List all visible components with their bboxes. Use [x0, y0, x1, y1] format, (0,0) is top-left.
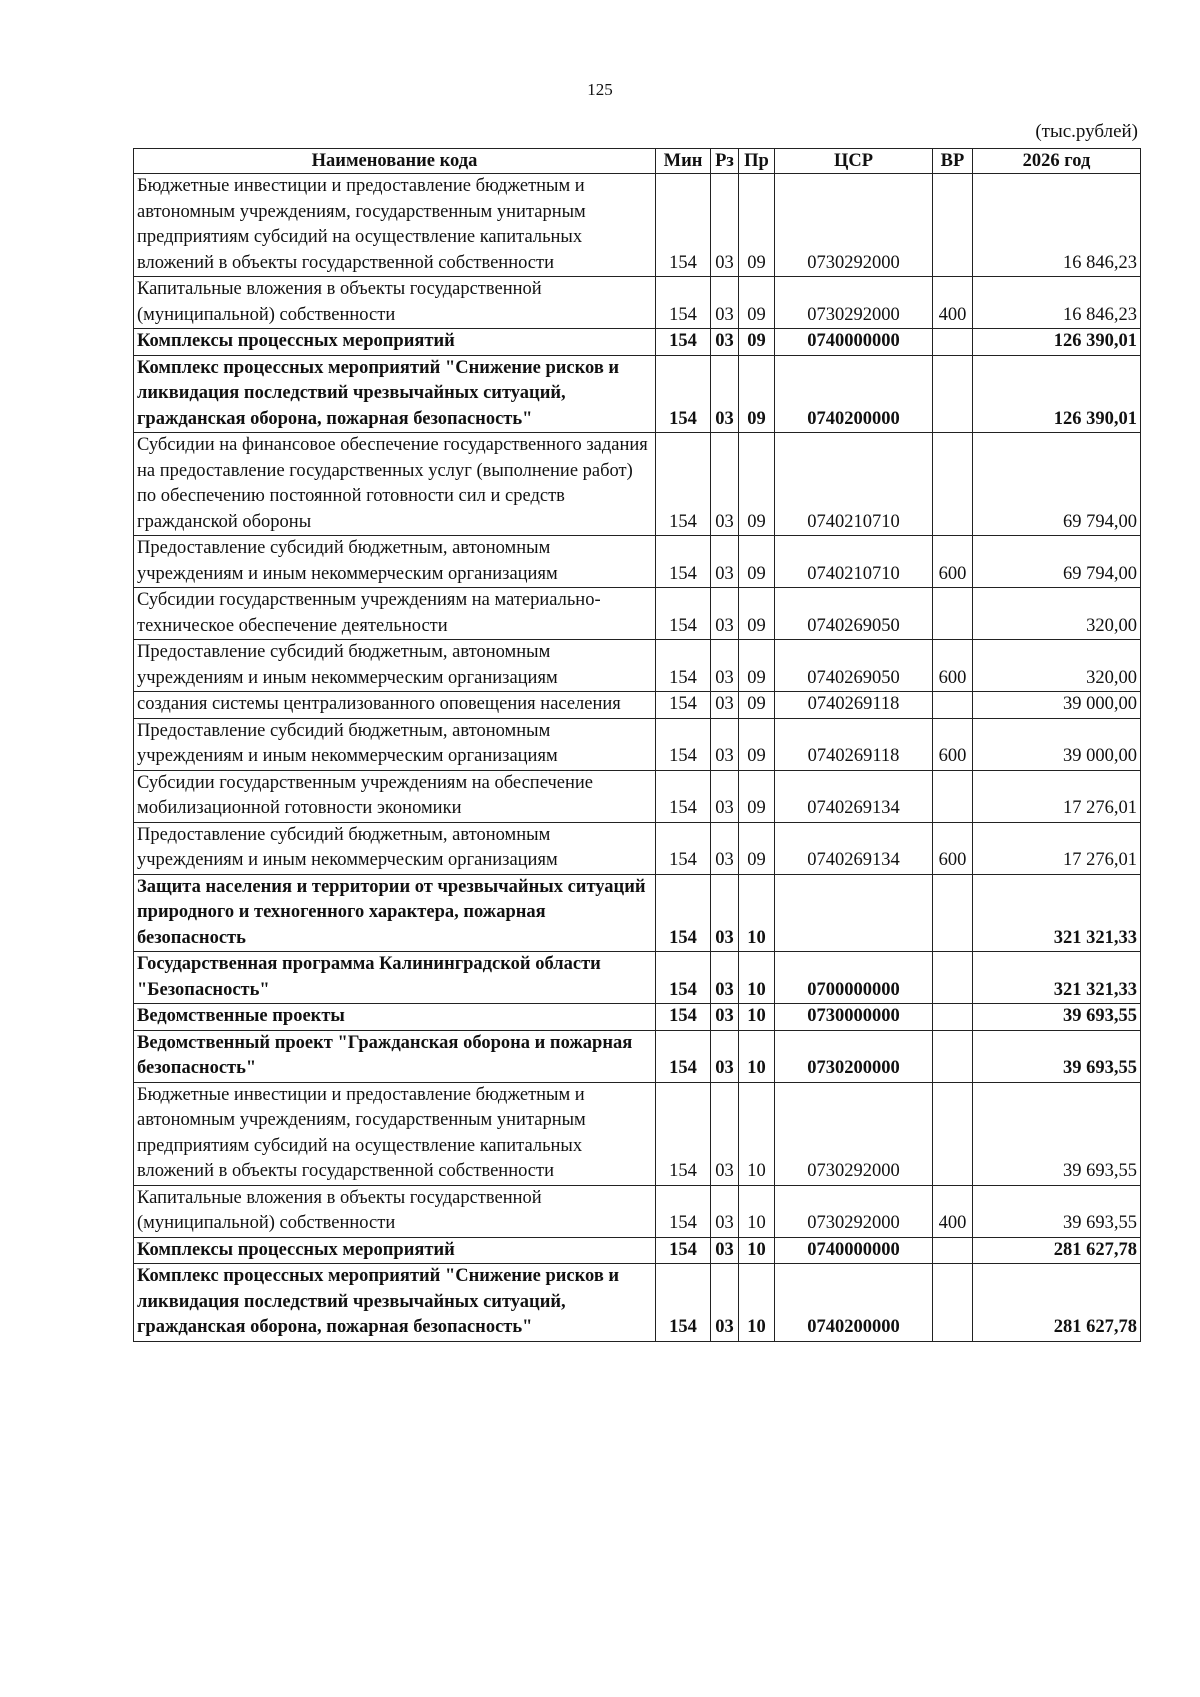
cell-vr: [933, 1264, 973, 1342]
cell-rz: 03: [711, 329, 739, 356]
cell-name: Ведомственные проекты: [134, 1004, 656, 1031]
cell-csr: [775, 874, 933, 952]
cell-amount: 281 627,78: [973, 1237, 1141, 1264]
cell-rz: 03: [711, 174, 739, 277]
cell-csr: 0740000000: [775, 329, 933, 356]
cell-min: 154: [656, 1264, 711, 1342]
cell-vr: [933, 874, 973, 952]
cell-amount: 39 693,55: [973, 1185, 1141, 1237]
cell-csr: 0730200000: [775, 1030, 933, 1082]
cell-csr: 0740269118: [775, 692, 933, 719]
cell-name: Комплексы процессных мероприятий: [134, 1237, 656, 1264]
table-row: [134, 1004, 1141, 1031]
table-row: [134, 1185, 1141, 1237]
cell-amount: 16 846,23: [973, 277, 1141, 329]
cell-pr: 09: [739, 588, 775, 640]
table-row: [134, 1237, 1141, 1264]
cell-name: Предоставление субсидий бюджетным, автономным учреждениям и иным некоммерческим организациям: [134, 718, 656, 770]
table-row: [134, 1030, 1141, 1082]
cell-name: Ведомственный проект "Гражданская оборона и пожарная безопасность": [134, 1030, 656, 1082]
cell-min: 154: [656, 874, 711, 952]
cell-amount: 39 693,55: [973, 1030, 1141, 1082]
cell-min: 154: [656, 1237, 711, 1264]
cell-csr: 0700000000: [775, 952, 933, 1004]
cell-vr: [933, 692, 973, 719]
cell-pr: 09: [739, 692, 775, 719]
cell-min: 154: [656, 1004, 711, 1031]
table-row: [134, 640, 1141, 692]
cell-pr: 09: [739, 536, 775, 588]
cell-vr: [933, 1030, 973, 1082]
cell-pr: 10: [739, 1082, 775, 1185]
cell-rz: 03: [711, 277, 739, 329]
cell-pr: 10: [739, 1185, 775, 1237]
cell-rz: 03: [711, 822, 739, 874]
cell-amount: 39 000,00: [973, 718, 1141, 770]
cell-amount: 16 846,23: [973, 174, 1141, 277]
cell-amount: 39 693,55: [973, 1082, 1141, 1185]
cell-min: 154: [656, 433, 711, 536]
cell-amount: 17 276,01: [973, 770, 1141, 822]
cell-vr: [933, 174, 973, 277]
table-row: [134, 874, 1141, 952]
cell-pr: 09: [739, 329, 775, 356]
cell-pr: 09: [739, 277, 775, 329]
cell-min: 154: [656, 1082, 711, 1185]
cell-csr: 0730292000: [775, 1082, 933, 1185]
cell-vr: 400: [933, 1185, 973, 1237]
cell-csr: 0740210710: [775, 433, 933, 536]
table-row: [134, 355, 1141, 433]
cell-name: Защита населения и территории от чрезвычайных ситуаций природного и техногенного характера, пожарная безопасность: [134, 874, 656, 952]
cell-min: 154: [656, 822, 711, 874]
cell-pr: 09: [739, 640, 775, 692]
cell-name: Комплекс процессных мероприятий "Снижение рисков и ликвидация последствий чрезвычайных ситуаций, гражданская оборона, пожарная безопасность": [134, 355, 656, 433]
table-row: [134, 770, 1141, 822]
cell-csr: 0730292000: [775, 174, 933, 277]
cell-pr: 09: [739, 174, 775, 277]
cell-vr: [933, 1004, 973, 1031]
table-header-row: [134, 149, 1141, 174]
cell-rz: 03: [711, 874, 739, 952]
cell-name: Бюджетные инвестиции и предоставление бюджетным и автономным учреждениям, государственным унитарным предприятиям субсидий на осуществление капитальных вложений в объекты государственной собственности: [134, 1082, 656, 1185]
col-header-pr: Пр: [739, 149, 775, 174]
cell-name: Предоставление субсидий бюджетным, автономным учреждениям и иным некоммерческим организациям: [134, 640, 656, 692]
col-header-csr: ЦСР: [775, 149, 933, 174]
col-header-vr: ВР: [933, 149, 973, 174]
table-row: [134, 536, 1141, 588]
cell-csr: 0730292000: [775, 277, 933, 329]
table-row: [134, 588, 1141, 640]
cell-amount: 39 000,00: [973, 692, 1141, 719]
cell-min: 154: [656, 718, 711, 770]
table-row: [134, 174, 1141, 277]
table-row: [134, 718, 1141, 770]
cell-csr: 0740269118: [775, 718, 933, 770]
cell-rz: 03: [711, 1004, 739, 1031]
cell-rz: 03: [711, 1185, 739, 1237]
cell-vr: [933, 952, 973, 1004]
table-row: [134, 822, 1141, 874]
cell-amount: 126 390,01: [973, 355, 1141, 433]
cell-rz: 03: [711, 1030, 739, 1082]
cell-amount: 39 693,55: [973, 1004, 1141, 1031]
cell-pr: 09: [739, 822, 775, 874]
cell-name: Комплекс процессных мероприятий "Снижение рисков и ликвидация последствий чрезвычайных ситуаций, гражданская оборона, пожарная безопасность": [134, 1264, 656, 1342]
cell-csr: 0730292000: [775, 1185, 933, 1237]
units-label: (тыс.рублей): [1035, 121, 1138, 142]
cell-rz: 03: [711, 1237, 739, 1264]
cell-vr: [933, 433, 973, 536]
cell-amount: 69 794,00: [973, 433, 1141, 536]
cell-pr: 10: [739, 952, 775, 1004]
cell-csr: 0740210710: [775, 536, 933, 588]
cell-vr: 600: [933, 640, 973, 692]
cell-vr: 400: [933, 277, 973, 329]
cell-amount: 320,00: [973, 588, 1141, 640]
cell-min: 154: [656, 1185, 711, 1237]
cell-min: 154: [656, 536, 711, 588]
cell-csr: 0730000000: [775, 1004, 933, 1031]
cell-name: Капитальные вложения в объекты государственной (муниципальной) собственности: [134, 1185, 656, 1237]
cell-name: Субсидии на финансовое обеспечение государственного задания на предоставление государственных услуг (выполнение работ) по обеспечению постоянной готовности сил и средств гражданской обороны: [134, 433, 656, 536]
table-row: [134, 277, 1141, 329]
cell-name: Субсидии государственным учреждениям на обеспечение мобилизационной готовности экономики: [134, 770, 656, 822]
cell-min: 154: [656, 329, 711, 356]
cell-csr: 0740200000: [775, 355, 933, 433]
cell-amount: 126 390,01: [973, 329, 1141, 356]
cell-name: Предоставление субсидий бюджетным, автономным учреждениям и иным некоммерческим организациям: [134, 822, 656, 874]
cell-amount: 17 276,01: [973, 822, 1141, 874]
cell-min: 154: [656, 692, 711, 719]
cell-rz: 03: [711, 952, 739, 1004]
cell-rz: 03: [711, 640, 739, 692]
cell-min: 154: [656, 1030, 711, 1082]
cell-vr: [933, 1082, 973, 1185]
cell-pr: 09: [739, 433, 775, 536]
cell-rz: 03: [711, 1264, 739, 1342]
cell-pr: 09: [739, 355, 775, 433]
cell-vr: 600: [933, 822, 973, 874]
cell-pr: 10: [739, 874, 775, 952]
cell-name: Бюджетные инвестиции и предоставление бюджетным и автономным учреждениям, государственным унитарным предприятиям субсидий на осуществление капитальных вложений в объекты государственной собственности: [134, 174, 656, 277]
table-row: [134, 692, 1141, 719]
cell-rz: 03: [711, 692, 739, 719]
col-header-amount: 2026 год: [973, 149, 1141, 174]
cell-csr: 0740269134: [775, 770, 933, 822]
cell-name: Предоставление субсидий бюджетным, автономным учреждениям и иным некоммерческим организациям: [134, 536, 656, 588]
cell-amount: 321 321,33: [973, 874, 1141, 952]
col-header-min: Мин: [656, 149, 711, 174]
cell-vr: [933, 355, 973, 433]
cell-min: 154: [656, 355, 711, 433]
cell-amount: 320,00: [973, 640, 1141, 692]
cell-rz: 03: [711, 718, 739, 770]
cell-name: Комплексы процессных мероприятий: [134, 329, 656, 356]
cell-pr: 10: [739, 1237, 775, 1264]
cell-vr: [933, 329, 973, 356]
cell-csr: 0740269134: [775, 822, 933, 874]
cell-vr: [933, 770, 973, 822]
table-body: [134, 174, 1141, 1342]
cell-min: 154: [656, 770, 711, 822]
col-header-name: Наименование кода: [134, 149, 656, 174]
cell-name: Государственная программа Калининградской области "Безопасность": [134, 952, 656, 1004]
page-number: 125: [587, 80, 613, 99]
table-row: [134, 1082, 1141, 1185]
cell-name: Капитальные вложения в объекты государственной (муниципальной) собственности: [134, 277, 656, 329]
cell-vr: 600: [933, 718, 973, 770]
table-row: [134, 329, 1141, 356]
table-row: [134, 952, 1141, 1004]
cell-pr: 10: [739, 1264, 775, 1342]
cell-name: Субсидии государственным учреждениям на материально-техническое обеспечение деятельности: [134, 588, 656, 640]
cell-amount: 69 794,00: [973, 536, 1141, 588]
cell-min: 154: [656, 952, 711, 1004]
col-header-rz: Рз: [711, 149, 739, 174]
cell-pr: 09: [739, 770, 775, 822]
cell-vr: [933, 588, 973, 640]
cell-rz: 03: [711, 770, 739, 822]
cell-pr: 10: [739, 1004, 775, 1031]
cell-rz: 03: [711, 355, 739, 433]
cell-rz: 03: [711, 433, 739, 536]
cell-csr: 0740200000: [775, 1264, 933, 1342]
cell-csr: 0740269050: [775, 588, 933, 640]
cell-csr: 0740000000: [775, 1237, 933, 1264]
cell-pr: 09: [739, 718, 775, 770]
cell-min: 154: [656, 277, 711, 329]
cell-rz: 03: [711, 1082, 739, 1185]
cell-amount: 321 321,33: [973, 952, 1141, 1004]
cell-amount: 281 627,78: [973, 1264, 1141, 1342]
cell-pr: 10: [739, 1030, 775, 1082]
cell-min: 154: [656, 588, 711, 640]
table-row: [134, 433, 1141, 536]
budget-table: [133, 148, 1141, 1342]
cell-rz: 03: [711, 536, 739, 588]
cell-csr: 0740269050: [775, 640, 933, 692]
table-row: [134, 1264, 1141, 1342]
cell-min: 154: [656, 174, 711, 277]
cell-name: создания системы централизованного оповещения населения: [134, 692, 656, 719]
cell-min: 154: [656, 640, 711, 692]
cell-vr: [933, 1237, 973, 1264]
cell-rz: 03: [711, 588, 739, 640]
cell-vr: 600: [933, 536, 973, 588]
